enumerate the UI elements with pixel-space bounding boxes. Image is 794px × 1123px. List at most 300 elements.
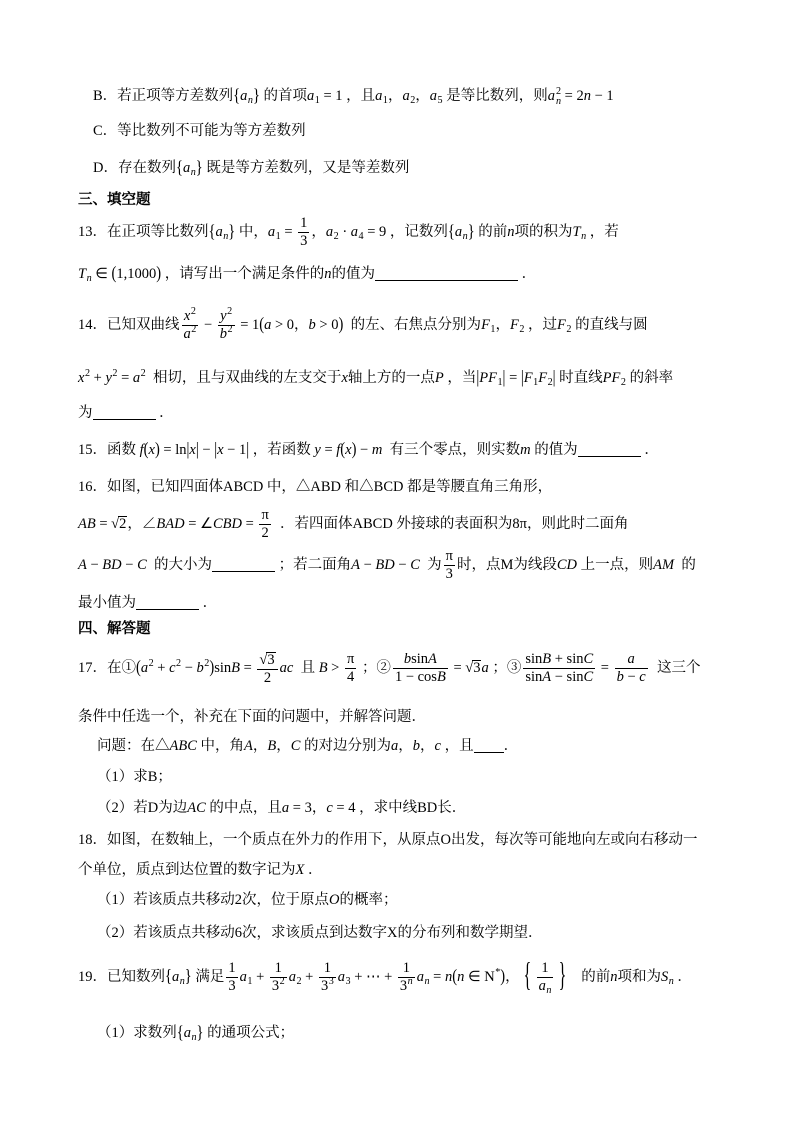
math-term — [481, 660, 488, 676]
fraction-denominator — [393, 669, 448, 685]
superscript: 2 — [148, 658, 154, 669]
text-run: = — [117, 370, 133, 386]
fraction — [398, 961, 415, 994]
subscript: 1 — [497, 377, 503, 388]
text-run: 的直线与圆 — [571, 317, 648, 333]
text-run: ， — [415, 88, 430, 104]
text-run: 15．函数 — [78, 442, 140, 458]
math-variable: CD — [556, 557, 578, 573]
delimiter: } — [252, 86, 260, 106]
text-run: ，且 — [440, 738, 474, 754]
math-variable: a — [171, 969, 180, 985]
text-run: 项和为 — [617, 969, 661, 985]
text-run: 1 — [402, 960, 410, 977]
text-run: − — [394, 557, 411, 573]
delimiter: | — [552, 368, 556, 388]
text-run: + ⋯ + — [350, 969, 396, 985]
answer-blank — [578, 443, 641, 457]
text-run: = 3， — [289, 800, 327, 816]
math-term — [156, 516, 184, 532]
math-term — [172, 969, 185, 985]
text-run: 1 − cos — [394, 669, 437, 686]
math-variable: n — [457, 969, 465, 985]
math-term — [573, 224, 587, 240]
text-run: = — [449, 660, 466, 676]
text-run: sin — [411, 651, 429, 668]
math-variable: a — [183, 326, 191, 343]
text-run: − 1 — [590, 88, 614, 104]
math-variable: a — [538, 978, 546, 995]
text-run: ． — [673, 969, 692, 985]
question-14-line-1 — [78, 305, 648, 345]
question-19-line-1 — [78, 957, 692, 997]
question-14-line-3 — [78, 393, 174, 433]
math-roman: N — [484, 969, 495, 985]
question-16-line-3 — [78, 545, 696, 585]
radicand — [118, 516, 127, 531]
fraction-numerator — [537, 961, 554, 978]
text-run: 的对边分别为 — [300, 738, 392, 754]
text-run: − — [200, 317, 216, 333]
math-variable: n — [444, 969, 453, 985]
text-run: = — [239, 660, 256, 676]
square-root — [465, 660, 481, 676]
math-variable: F — [557, 317, 566, 333]
math-term — [240, 88, 253, 104]
math-variable: a — [375, 88, 383, 104]
math-term — [481, 317, 495, 333]
math-term — [410, 557, 420, 573]
math-term — [428, 651, 437, 667]
subscript: 2 — [519, 324, 525, 335]
math-term — [244, 738, 253, 754]
question-16-line-1 — [78, 467, 552, 507]
fraction — [218, 306, 235, 343]
text-run: = — [95, 516, 112, 532]
math-term — [78, 516, 96, 532]
delimiter: | — [502, 368, 506, 388]
fraction — [537, 960, 554, 997]
math-variable: B — [267, 738, 277, 754]
text-run: − — [121, 557, 138, 573]
math-term — [445, 969, 452, 985]
text-run: 3 — [300, 233, 308, 250]
math-term — [400, 978, 413, 994]
math-variable: c — [434, 738, 441, 754]
text-run: C．等比数列不可能为等方差数列 — [93, 123, 306, 139]
answer-blank — [474, 739, 504, 753]
text-run: + — [301, 969, 317, 985]
question-14-line-2 — [78, 358, 673, 398]
text-run: 轴上方的一点 — [347, 370, 435, 386]
text-run: 的通项公式； — [203, 1025, 295, 1041]
fraction-denominator — [444, 566, 455, 582]
math-variable: a — [325, 224, 334, 240]
subscript: n — [86, 273, 92, 284]
text-run: − — [181, 660, 197, 676]
math-variable: a — [429, 88, 438, 104]
text-run: 的首项 — [259, 88, 308, 104]
text-run: ． — [640, 442, 659, 458]
delimiter: | — [195, 440, 199, 460]
question-18-part-2 — [97, 913, 542, 953]
math-variable: O — [329, 892, 340, 908]
math-term — [326, 224, 339, 240]
text-run: 中，角 — [196, 738, 245, 754]
fraction — [257, 652, 277, 686]
text-run: π — [261, 507, 269, 524]
math-variable: n — [583, 88, 591, 104]
text-run: ∈ — [464, 969, 485, 985]
math-term — [628, 651, 635, 667]
math-term — [267, 738, 276, 754]
fraction-numerator — [259, 508, 270, 525]
fraction-numerator — [298, 216, 309, 233]
math-term — [78, 370, 90, 386]
fraction-denominator — [319, 978, 336, 994]
math-variable: a — [281, 800, 290, 816]
superscript: n — [407, 976, 413, 988]
fraction — [319, 961, 336, 994]
math-variable: a — [627, 651, 635, 668]
math-variable: C — [137, 557, 147, 573]
delimiter: ( — [340, 440, 346, 460]
delimiter: { — [447, 222, 455, 242]
subscript: n — [462, 231, 468, 242]
text-run: 3 — [228, 978, 236, 995]
fraction — [226, 961, 237, 994]
subscript: 4 — [358, 231, 364, 242]
text-run: （2）若D为边 — [97, 800, 188, 816]
text-run: ， — [252, 738, 268, 754]
delimiter: ) — [338, 315, 344, 335]
subscript: n — [668, 976, 674, 987]
text-run: 1 — [300, 215, 308, 232]
math-term — [183, 160, 196, 176]
text-run: ，过 — [524, 317, 558, 333]
delimiter: ( — [111, 264, 117, 284]
math-variable: a — [183, 1025, 191, 1041]
math-term — [133, 370, 146, 386]
text-run: ，请写出一个满足条件的 — [161, 266, 325, 282]
text-run: 的值为 — [331, 266, 375, 282]
subscript: 1 — [490, 324, 496, 335]
subscript: 2 — [296, 976, 302, 987]
delimiter: | — [186, 440, 190, 460]
subscript: n — [424, 976, 430, 987]
text-run: = 4 ，求中线BD长． — [332, 800, 467, 816]
subscript: 2 — [566, 324, 572, 335]
math-variable: BD — [375, 557, 395, 573]
math-variable: P — [434, 370, 444, 386]
superscript: 2 — [140, 368, 146, 379]
math-term — [653, 557, 674, 573]
math-variable: AB — [78, 516, 96, 532]
text-run: sin — [525, 651, 543, 668]
answer-blank — [93, 406, 156, 420]
math-variable: B — [436, 669, 446, 686]
math-variable: A — [542, 669, 552, 686]
text-run: 1 — [274, 960, 282, 977]
math-term — [617, 669, 624, 685]
math-term — [272, 978, 285, 994]
fraction-denominator — [537, 978, 554, 997]
math-variable: a — [182, 160, 191, 176]
math-term — [402, 88, 415, 104]
subscript: 1 — [314, 95, 320, 106]
math-variable: PF — [479, 370, 497, 386]
option-c-line — [93, 111, 306, 151]
text-run: − — [86, 557, 103, 573]
math-variable: a — [240, 88, 248, 104]
delimiter: } — [195, 158, 203, 178]
math-term — [437, 669, 446, 685]
text-run: = 9 ，记数列 — [363, 224, 448, 240]
math-term — [375, 557, 394, 573]
fraction-denominator — [345, 669, 356, 685]
radicand — [266, 652, 275, 667]
text-run: 时直线 — [555, 370, 603, 386]
math-variable: a — [454, 224, 463, 240]
math-variable: C — [583, 669, 594, 686]
text-run: = — [505, 370, 521, 386]
text-run: 个单位，质点到达位置的数字记为 — [78, 862, 296, 878]
math-term — [268, 224, 281, 240]
math-term — [484, 969, 500, 985]
math-term — [542, 651, 551, 667]
math-variable: BD — [102, 557, 122, 573]
math-variable: b — [196, 660, 204, 676]
section-heading-fill-in: 三、填空题 — [78, 192, 151, 208]
text-run: − — [198, 442, 215, 458]
math-variable: n — [324, 266, 332, 282]
math-variable: y — [105, 370, 112, 386]
text-run: 16．如图，已知四面体ABCD 中，△ABD 和△BCD 都是等腰直角三角形， — [78, 479, 553, 495]
option-b-line — [93, 76, 614, 116]
text-run: ∈ — [91, 266, 112, 282]
radical-sign: √ — [465, 660, 474, 676]
subscript: 3 — [345, 976, 351, 987]
math-term — [510, 317, 524, 333]
math-term — [372, 442, 382, 458]
fraction — [393, 652, 448, 685]
text-run: （2）若该质点共移动6次，求该质点到达数字X的分布列和数学期望． — [97, 925, 543, 941]
question-16-line-2 — [78, 504, 629, 544]
text-run: ． — [155, 405, 174, 421]
math-term — [583, 669, 593, 685]
fraction-numerator — [345, 652, 356, 669]
text-run: ， — [387, 88, 403, 104]
text-run: 1,1000 — [116, 266, 157, 282]
math-term — [215, 224, 228, 240]
text-run: − — [359, 557, 376, 573]
square-root — [259, 652, 275, 668]
math-term — [184, 326, 197, 342]
text-run: ． — [199, 595, 218, 611]
math-term — [184, 308, 196, 324]
math-term — [220, 326, 233, 342]
math-term — [375, 88, 388, 104]
answer-blank — [375, 267, 518, 281]
math-term — [351, 557, 360, 573]
text-run: 14．已知双曲线 — [78, 317, 180, 333]
delimiter: { — [176, 1023, 184, 1043]
text-run: 既是等方差数列，又是等差数列 — [202, 160, 410, 176]
text-run: 上一点，则 — [577, 557, 654, 573]
math-variable: a — [391, 738, 399, 754]
math-roman: 3 — [320, 978, 329, 995]
text-run: 19．已知数列 — [78, 969, 165, 985]
math-variable: ABC — [169, 738, 197, 754]
text-run: = 1 ，且 — [319, 88, 376, 104]
fraction-denominator — [615, 669, 648, 685]
math-term — [197, 660, 210, 676]
subscript: n — [546, 985, 552, 997]
math-term — [435, 370, 444, 386]
delimiter: | — [476, 368, 480, 388]
delimiter: ( — [136, 658, 141, 678]
math-roman: 3 — [271, 978, 280, 995]
fraction-denominator — [259, 525, 270, 541]
math-variable: CBD — [213, 516, 242, 532]
delimiter: } — [228, 222, 236, 242]
math-variable: B — [318, 660, 328, 676]
text-run: 有三个零点，则实数 — [382, 442, 521, 458]
math-term — [78, 266, 92, 282]
subscript: n — [191, 1032, 197, 1043]
math-variable: PF — [602, 370, 621, 386]
text-run: 问题：在△ — [97, 738, 170, 754]
subscript: 2 — [547, 377, 553, 388]
fence — [520, 958, 571, 997]
section-heading-answer: 四、解答题 — [78, 621, 151, 637]
text-run: 1 — [541, 960, 549, 977]
text-run: = — [429, 969, 445, 985]
text-run: 的 — [674, 557, 696, 573]
delimiter: ) — [154, 440, 160, 460]
math-variable: C — [290, 738, 301, 754]
text-run: = — [242, 516, 258, 532]
text-run: ；② — [358, 660, 391, 676]
fraction-numerator — [226, 961, 237, 978]
text-run: ，∠ — [127, 516, 157, 532]
math-term — [102, 557, 121, 573]
math-variable: m — [371, 442, 383, 458]
math-variable: x — [341, 370, 348, 386]
math-variable: b — [616, 669, 624, 686]
text-run: 3 — [267, 651, 275, 668]
text-run: 的值为 — [530, 442, 578, 458]
delimiter: ) — [500, 967, 506, 987]
fraction — [345, 652, 356, 685]
math-term — [280, 660, 294, 676]
math-variable: A — [351, 557, 360, 573]
delimiter: | — [246, 440, 250, 460]
math-variable: A — [78, 557, 87, 573]
text-run: ，若 — [586, 224, 619, 240]
math-term — [240, 969, 253, 985]
text-run: ， — [311, 224, 326, 240]
fence-close: } — [559, 958, 567, 995]
math-term — [661, 969, 674, 985]
math-term — [309, 317, 316, 333]
superscript: * — [495, 967, 501, 978]
text-run: sin — [214, 660, 232, 676]
fraction-numerator — [523, 652, 595, 669]
math-variable: a — [140, 660, 149, 676]
delimiter: { — [208, 222, 216, 242]
text-run: 中， — [235, 224, 268, 240]
math-term — [538, 370, 552, 386]
text-run: + — [90, 370, 106, 386]
math-variable: a — [307, 88, 315, 104]
delimiter: { — [165, 967, 172, 987]
subscript: n — [555, 96, 562, 107]
text-run: 18．如图，在数轴上，一个质点在外力的作用下，从原点O出发，每次等可能地向左或向右移动一 — [78, 832, 698, 848]
math-variable: c — [169, 660, 176, 676]
math-term — [170, 738, 197, 754]
text-run: 为 — [419, 557, 442, 573]
fraction-numerator — [393, 652, 448, 669]
radical-sign: √ — [111, 516, 120, 532]
math-term — [338, 969, 351, 985]
math-term — [583, 651, 593, 667]
math-variable: x — [148, 442, 155, 458]
delimiter: ( — [143, 440, 149, 460]
fraction-denominator — [257, 670, 277, 686]
text-run: 1 — [323, 960, 331, 977]
superscript: 2 — [227, 306, 233, 318]
delimiter: ( — [259, 315, 265, 335]
math-term — [507, 224, 514, 240]
math-variable: T — [572, 224, 581, 240]
text-run: 13．在正项等比数列 — [78, 224, 209, 240]
text-run: 的中点，且 — [205, 800, 282, 816]
math-term — [220, 308, 232, 324]
text-run: ． — [503, 738, 519, 754]
text-run: = ∠ — [184, 516, 213, 532]
text-run: = 2 — [561, 88, 584, 104]
text-run: 2 — [261, 525, 269, 542]
delimiter: ) — [209, 658, 215, 678]
math-variable: y — [220, 308, 227, 325]
superscript: 2 — [204, 658, 210, 669]
math-variable: a — [239, 969, 247, 985]
text-run: （1）求数列 — [97, 1025, 177, 1041]
answer-blank — [136, 596, 199, 610]
fraction-denominator — [523, 669, 595, 685]
text-run: 为 — [78, 405, 93, 421]
math-term — [538, 978, 552, 997]
text-run: + sin — [551, 651, 584, 668]
text-run: ， — [276, 738, 291, 754]
subscript: 2 — [333, 231, 339, 242]
math-variable: b — [308, 317, 316, 333]
math-term — [78, 557, 87, 573]
math-term — [351, 224, 364, 240]
fraction-numerator — [444, 549, 455, 566]
text-run: 的大小为 — [146, 557, 212, 573]
math-variable: a — [337, 969, 345, 985]
math-variable: y — [314, 442, 321, 458]
math-variable: F — [509, 317, 519, 333]
text-run: 3 — [445, 566, 453, 583]
subscript: n — [179, 976, 185, 987]
math-term — [524, 370, 538, 386]
text-run: ；③ — [488, 660, 522, 676]
subscript: 5 — [437, 95, 443, 106]
math-variable: AM — [653, 557, 675, 573]
